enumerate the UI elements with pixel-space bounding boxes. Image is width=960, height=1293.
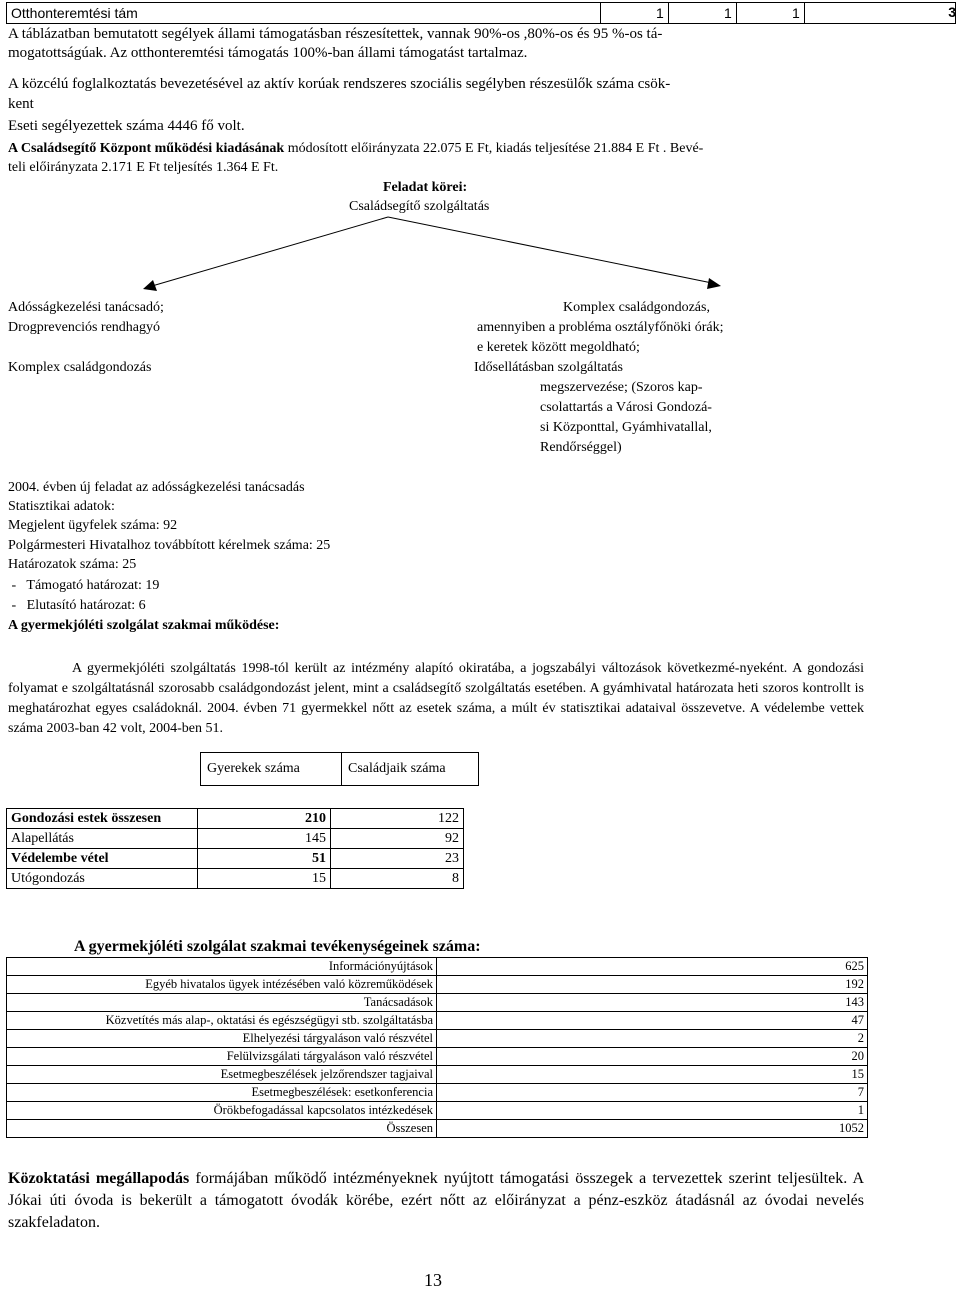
budget-line-2: teli előirányzata 2.171 E Ft teljesítés 1.364 E Ft. — [8, 160, 279, 175]
table1-label: Védelembe vétel — [7, 849, 198, 869]
table-row — [7, 1102, 868, 1120]
table-row — [7, 1048, 868, 1066]
intro-line-2: mogatottságúak. Az otthonteremtési támogatás 100%-ban állami támogatást tartalmaz. — [8, 45, 528, 61]
left-arrow-line — [152, 217, 388, 286]
table-row — [7, 1066, 868, 1084]
header-cell-1: 1 — [600, 3, 668, 24]
table1-families: 23 — [331, 849, 464, 869]
table1-children: 15 — [198, 869, 331, 889]
table2-value: 1052 — [437, 1120, 868, 1138]
table1-families: 8 — [331, 869, 464, 889]
table-row — [7, 994, 868, 1012]
closing-bold: Közoktatási megállapodás — [8, 1170, 190, 1187]
table-row — [7, 1030, 868, 1048]
table1-label: Utógondozás — [7, 869, 198, 889]
table2-value: 1 — [437, 1102, 868, 1120]
table2-value: 15 — [437, 1066, 868, 1084]
diagram-subtitle: Családsegítő szolgáltatás — [349, 199, 490, 214]
stats-line-6: - Támogató határozat: 19 — [8, 578, 160, 593]
intro-line-5: Eseti segélyezettek száma 4446 fő volt. — [8, 118, 245, 134]
diagram-left-2: Drogprevenciós rendhagyó — [8, 320, 161, 335]
table-row — [7, 976, 868, 994]
table2-label: Tanácsadások — [7, 994, 437, 1012]
right-arrow-line — [388, 217, 712, 283]
table2-value: 2 — [437, 1030, 868, 1048]
table-row — [7, 809, 464, 829]
intro-line-3: A közcélú foglalkoztatás bevezetésével az aktív korúak rendszeres szociális segélyben részesülők száma csök- — [8, 76, 671, 92]
stats-line-5: Határozatok száma: 25 — [8, 557, 137, 572]
table1-label: Gondozási estek összesen — [7, 809, 198, 829]
table2-label: Esetmegbeszélések: esetkonferencia — [7, 1084, 437, 1102]
header-side-number: 3 — [948, 4, 956, 20]
table2-value: 7 — [437, 1084, 868, 1102]
table1-col-children: Gyerekek száma — [201, 753, 342, 786]
diagram-right-4: Idősellátásban szolgáltatás — [474, 360, 623, 375]
diagram-right-2: amennyiben a probléma osztályfőnöki órák; — [477, 320, 724, 335]
stats-line-2: Statisztikai adatok: — [8, 499, 115, 514]
left-arrowhead — [143, 280, 157, 291]
diagram-right-3: e keretek között megoldható; — [477, 340, 640, 355]
closing-paragraph — [8, 1168, 864, 1234]
table-row — [7, 1012, 868, 1030]
diagram-right-8: Rendőrséggel) — [540, 440, 622, 455]
diagram-right-7: si Központtal, Gyámhivatallal, — [540, 420, 712, 435]
table1-children: 51 — [198, 849, 331, 869]
table2-value: 143 — [437, 994, 868, 1012]
table1-label: Alapellátás — [7, 829, 198, 849]
stats-line-4: Polgármesteri Hivatalhoz továbbított kérelmek száma: 25 — [8, 538, 331, 553]
stats-line-1: 2004. évben új feladat az adósságkezelési tanácsadás — [8, 480, 305, 495]
table2-label: Összesen — [7, 1120, 437, 1138]
table2-value: 47 — [437, 1012, 868, 1030]
table2 — [6, 957, 868, 1138]
diagram-arrows — [0, 0, 960, 300]
table1-col-families: Családjaik száma — [342, 753, 479, 786]
table2-title: A gyermekjóléti szolgálat szakmai tevékenységeinek száma: — [74, 938, 481, 955]
table2-label: Közvetítés más alap-, oktatási és egészségügyi stb. szolgáltatásba — [7, 1012, 437, 1030]
table-row — [7, 1120, 868, 1138]
table2-label: Elhelyezési tárgyaláson való részvétel — [7, 1030, 437, 1048]
table1-children: 210 — [198, 809, 331, 829]
diagram-right-5: megszervezése; (Szoros kap- — [540, 380, 703, 395]
right-arrowhead — [707, 278, 721, 289]
table1-families: 122 — [331, 809, 464, 829]
diagram-title: Feladat körei: — [383, 180, 468, 195]
closing-rest: formájában működő intézményeknek nyújtott támogatási összegek a tervezettek szerint teljesültek. A Jókai úti óvoda is bekerült a támogatott óvodák körébe, ezért nőtt az előirányzat a pénz-eszköz átadásnál az óvodai nevelés szakfeladaton. — [8, 1170, 864, 1231]
table1-header — [200, 752, 479, 786]
table-row — [7, 849, 464, 869]
table-row — [7, 829, 464, 849]
table2-label: Információnyújtások — [7, 958, 437, 976]
table1-families: 92 — [331, 829, 464, 849]
header-cell-2: 1 — [668, 3, 736, 24]
table-row — [7, 958, 868, 976]
budget-rest: módosított előirányzata 22.075 E Ft, kiadás teljesítése 21.884 E Ft . Bevé- — [284, 141, 704, 156]
table2-label: Örökbefogadással kapcsolatos intézkedések — [7, 1102, 437, 1120]
table-row — [7, 1084, 868, 1102]
table1-children: 145 — [198, 829, 331, 849]
table2-label: Egyéb hivatalos ügyek intézésében való közreműködések — [7, 976, 437, 994]
diagram-right-1: Komplex családgondozás, — [563, 300, 710, 315]
header-title: Otthonteremtési tám — [7, 3, 601, 24]
diagram-left-1: Adósságkezelési tanácsadó; — [8, 300, 164, 315]
table2-label: Esetmegbeszélések jelzőrendszer tagjaival — [7, 1066, 437, 1084]
budget-bold: A Családsegítő Központ működési kiadásának — [8, 141, 285, 156]
table2-value: 192 — [437, 976, 868, 994]
child-welfare-paragraph: A gyermekjóléti szolgáltatás 1998-tól került az intézmény alapító okiratába, a jogszabályi változások következmé-nyeként. A gondozási folyamat e szolgáltatásnál szorosabb családgondozást jelent, mint a családsegítő szolgáltatás esetében. A gyámhivatal határozata heti szoros kontrollt is meghatározhat egyes családoknál. 2004. évben 71 gyermekkel nőtt az esetek száma, a múlt év statisztikai adataival összevetve. A védelembe vettek száma 2003-ban 42 volt, 2004-ben 51. — [8, 661, 864, 736]
table1 — [6, 808, 464, 889]
stats-line-7: - Elutasító határozat: 6 — [8, 598, 146, 613]
diagram-right-6: csolattartás a Városi Gondozá- — [540, 400, 712, 415]
page-number: 13 — [424, 1270, 442, 1290]
header-cell-3: 1 — [736, 3, 804, 24]
table-row — [7, 869, 464, 889]
table2-value: 20 — [437, 1048, 868, 1066]
diagram-left-3: Komplex családgondozás — [8, 360, 152, 375]
intro-line-1: A táblázatban bemutatott segélyek állami támogatásban részesítettek, vannak 90%-os ,80%-os és 95 %-os tá- — [8, 26, 663, 42]
table2-label: Felülvizsgálati tárgyaláson való részvétel — [7, 1048, 437, 1066]
intro-line-4: kent — [8, 96, 34, 112]
table2-value: 625 — [437, 958, 868, 976]
stats-heading: A gyermekjóléti szolgálat szakmai működése: — [8, 618, 280, 633]
stats-line-3: Megjelent ügyfelek száma: 92 — [8, 518, 178, 533]
